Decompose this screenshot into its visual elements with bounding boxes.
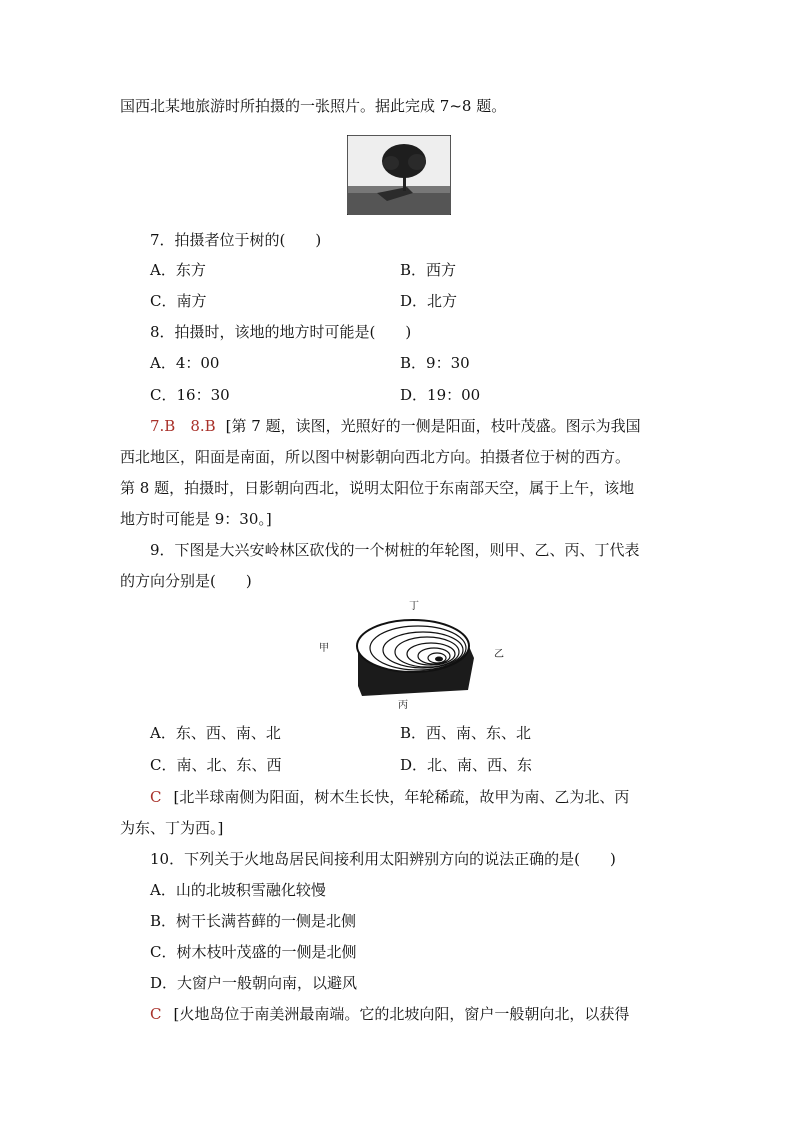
stump-label-bottom: 丙 [398, 700, 408, 711]
q9-option-c: C．南、北、东、西 [150, 756, 282, 774]
question-7-stem: 7．拍摄者位于树的( ) [150, 231, 322, 249]
q7-option-b: B．西方 [400, 261, 457, 279]
stump-label-right: 乙 [494, 649, 504, 660]
explanation-7-8-text1: [第 7 题，读图，光照好的一侧是阳面，枝叶茂盛。图示为我国 [225, 417, 641, 435]
explanation-10-text1: [火地岛位于南美洲最南端。它的北坡向阳，窗户一般朝向北，以获得 [173, 1005, 630, 1023]
intro-text: 国西北某地旅游时所拍摄的一张照片。据此完成 7~8 题。 [120, 97, 507, 115]
explanation-9-line2: 为东、丁为西。] [120, 819, 224, 837]
stump-label-left: 甲 [319, 643, 329, 654]
q7-option-c: C．南方 [150, 292, 207, 310]
q10-option-d: D．大窗户一般朝向南，以避风 [150, 974, 358, 992]
question-8-stem: 8．拍摄时，该地的地方时可能是( ) [150, 323, 412, 341]
explanation-9-line1 [150, 787, 629, 807]
explanation-9-text1: [北半球南侧为阳面，树木生长快，年轮稀疏，故甲为南、乙为北、丙 [173, 788, 630, 806]
q10-option-c: C．树木枝叶茂盛的一侧是北侧 [150, 943, 357, 961]
explanation-7-8-line4: 地方时可能是 9：30。] [120, 510, 272, 528]
q8-option-a: A．4：00 [150, 354, 220, 372]
explanation-7-8-line3: 第 8 题，拍摄时，日影朝向西北，说明太阳位于东南部天空，属于上午，该地 [120, 479, 635, 497]
q8-option-c: C．16：30 [150, 386, 230, 404]
tree-photo [347, 135, 451, 215]
answer-9: C [150, 788, 162, 806]
explanation-10-line1 [150, 1004, 629, 1024]
q10-option-b: B．树干长满苔藓的一侧是北侧 [150, 912, 357, 930]
question-9-stem-line1: 9．下图是大兴安岭林区砍伐的一个树桩的年轮图，则甲、乙、丙、丁代表 [150, 541, 640, 559]
q10-option-a: A．山的北坡积雪融化较慢 [150, 881, 326, 899]
q9-option-d: D．北、南、西、东 [400, 756, 533, 774]
tree-stump-diagram [318, 598, 508, 710]
q7-option-d: D．北方 [400, 292, 458, 310]
q9-option-b: B．西、南、东、北 [400, 724, 532, 742]
stump-label-top: 丁 [409, 601, 419, 612]
q9-option-a: A．东、西、南、北 [150, 724, 281, 742]
explanation-7-8-line2: 西北地区，阳面是南面，所以图中树影朝向西北方向。拍摄者位于树的西方。 [120, 448, 631, 466]
answer-10: C [150, 1005, 162, 1023]
q8-option-d: D．19：00 [400, 386, 481, 404]
answer-7-8: 7.B 8.B [150, 417, 216, 435]
question-10-stem: 10．下列关于火地岛居民间接利用太阳辨别方向的说法正确的是( ) [150, 850, 616, 868]
q8-option-b: B．9：30 [400, 354, 470, 372]
question-9-stem-line2: 的方向分别是( ) [120, 572, 252, 590]
q7-option-a: A．东方 [150, 261, 206, 279]
explanation-7-8-line1 [150, 416, 641, 436]
